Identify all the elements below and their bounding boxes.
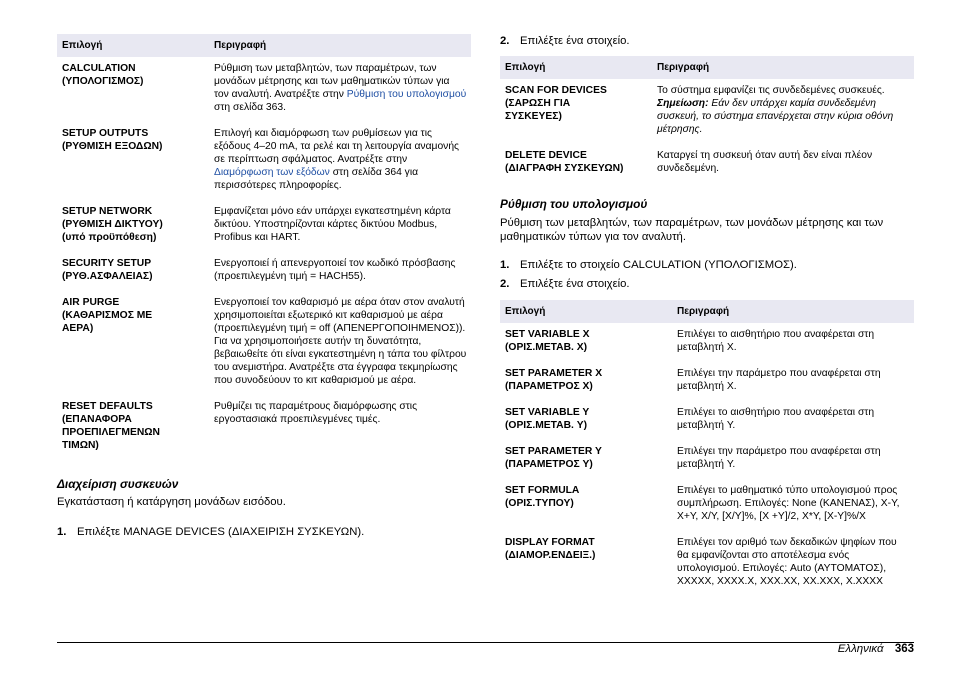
option-name: SET PARAMETER Y (ΠΑΡΑΜΕΤΡΟΣ Y): [505, 446, 602, 470]
step-text: Επιλέξτε MANAGE DEVICES (ΔΙΑΧΕΙΡΙΣΗ ΣΥΣΚΕΥΩΝ).: [77, 526, 365, 538]
table-row: [57, 200, 471, 252]
option-name: SET VARIABLE Y (ΟΡΙΣ.ΜΕΤΑΒ. Y): [505, 407, 590, 431]
table-row: [57, 57, 471, 122]
option-description: Επιλέγει την παράμετρο που αναφέρεται στη μεταβλητή Y.: [677, 446, 881, 470]
section-intro: Εγκατάσταση ή κατάργηση μονάδων εισόδου.: [57, 496, 286, 508]
table-row: [500, 323, 914, 362]
right-column: [500, 34, 914, 596]
calculation-options-table: [500, 300, 914, 596]
table-row: [57, 252, 471, 291]
option-name: SET FORMULA (ΟΡΙΣ.ΤΥΠΟΥ): [505, 485, 580, 509]
option-description: Επιλέγει το μαθηματικό τύπο υπολογισμού προς συμπλήρωση. Επιλογές: None (ΚΑΝΕΝΑΣ), X-Y, X+Y, X/Y, [X/Y]%, [X +Y]/2, X*Y, [X-Y]%/X: [677, 485, 900, 522]
table-row: [500, 531, 914, 596]
table-header-row: [500, 300, 914, 323]
option-name: AIR PURGE (ΚΑΘΑΡΙΣΜΟΣ ΜΕ ΑΕΡΑ): [62, 297, 153, 334]
option-description: Το σύστημα εμφανίζει τις συνδεδεμένες συσκευές. Σημείωση: Εάν δεν υπάρχει καμία συνδεδεμένη συσκευή, το σύστημα επανέρχεται στην κύρια οθόνη μέτρησης.: [657, 85, 894, 135]
option-name: SETUP NETWORK (ΡΥΘΜΙΣΗ ΔΙΚΤΥΟΥ) (υπό προϋπόθεση): [62, 206, 163, 243]
header-option: Επιλογή: [500, 300, 672, 323]
step-item: [500, 258, 914, 272]
option-name: SET PARAMETER X (ΠΑΡΑΜΕΤΡΟΣ X): [505, 368, 603, 392]
table-header-row: [500, 56, 914, 79]
option-name: CALCULATION (ΥΠΟΛΟΓΙΣΜΟΣ): [62, 63, 144, 87]
section-heading-device-management: Διαχείριση συσκευών: [57, 477, 179, 491]
step-text: Επιλέξτε ένα στοιχείο.: [520, 35, 630, 47]
step-text: Επιλέξτε το στοιχείο CALCULATION (ΥΠΟΛΟΓΙΣΜΟΣ).: [520, 259, 797, 271]
option-name: SET VARIABLE X (ΟΡΙΣ.ΜΕΤΑΒ. X): [505, 329, 590, 353]
option-name: RESET DEFAULTS (ΕΠΑΝΑΦΟΡΑ ΠΡΟΕΠΙΛΕΓΜΕΝΩΝ ΤΙΜΩΝ): [62, 401, 160, 451]
option-description: Ρύθμιση των μεταβλητών, των παραμέτρων, των μονάδων μέτρησης και των μαθηματικών τύπων για τον αναλυτή. Ανατρέξτε στην Ρύθμιση του υπολογισμού στη σελίδα 363.: [214, 63, 467, 113]
footer-language: Ελληνικά: [837, 643, 884, 655]
option-description: Καταργεί τη συσκευή όταν αυτή δεν είναι πλέον συνδεδεμένη.: [657, 150, 873, 174]
header-option: Επιλογή: [57, 34, 209, 57]
table-row: [500, 479, 914, 531]
page-number: 363: [894, 643, 914, 655]
step-number: 1.: [57, 526, 67, 538]
option-description: Επιλέγει το αισθητήριο που αναφέρεται στη μεταβλητή Y.: [677, 407, 875, 431]
table-row: [57, 122, 471, 200]
step-number: 1.: [500, 259, 510, 271]
option-name: SETUP OUTPUTS (ΡΥΘΜΙΣΗ ΕΞΟΔΩΝ): [62, 128, 163, 152]
table-row: [500, 401, 914, 440]
left-column: [57, 34, 471, 539]
step-text: Επιλέξτε ένα στοιχείο.: [520, 278, 630, 290]
table-row: [500, 144, 914, 183]
table-row: [57, 395, 471, 460]
table-header-row: [57, 34, 471, 57]
option-description: Επιλέγει την παράμετρο που αναφέρεται στη μεταβλητή X.: [677, 368, 881, 392]
device-options-table: [500, 56, 914, 183]
cross-reference-link[interactable]: Διαμόρφωση των εξόδων: [214, 167, 330, 178]
option-description: Εμφανίζεται μόνο εάν υπάρχει εγκατεστημένη κάρτα δικτύου. Υποστηρίζονται κάρτες δικτύου Modbus, Profibus και HART.: [214, 206, 451, 243]
table-row: [500, 362, 914, 401]
option-name: SECURITY SETUP (ΡΥΘ.ΑΣΦΑΛΕΙΑΣ): [62, 258, 153, 282]
table-row: [500, 440, 914, 479]
option-name: DELETE DEVICE (ΔΙΑΓΡΑΦΗ ΣΥΣΚΕΥΩΝ): [505, 150, 624, 174]
option-description: Ρυθμίζει τις παραμέτρους διαμόρφωσης στις εργοστασιακά προεπιλεγμένες τιμές.: [214, 401, 418, 425]
section-intro: Ρύθμιση των μεταβλητών, των παραμέτρων, των μονάδων μέτρησης και των μαθηματικών τύπων για τον αναλυτή.: [500, 217, 884, 243]
step-item: [500, 34, 914, 48]
header-description: Περιγραφή: [209, 34, 471, 57]
option-name: DISPLAY FORMAT (ΔΙΑΜΟΡ.ΕΝΔΕΙΞ.): [505, 537, 596, 561]
table-row: [57, 291, 471, 395]
cross-reference-link[interactable]: Ρύθμιση του υπολογισμού: [346, 89, 467, 100]
step-number: 2.: [500, 35, 510, 47]
footer-divider: [57, 642, 914, 643]
table-row: [500, 79, 914, 144]
section-heading-calculation: Ρύθμιση του υπολογισμού: [500, 197, 648, 211]
step-item: [57, 525, 471, 539]
header-option: Επιλογή: [500, 56, 652, 79]
options-table: [57, 34, 471, 460]
option-name: SCAN FOR DEVICES (ΣΑΡΩΣΗ ΓΙΑ ΣΥΣΚΕΥΕΣ): [505, 85, 607, 122]
option-description: Επιλέγει τον αριθμό των δεκαδικών ψηφίων που θα εμφανίζονται στο αποτέλεσμα ενός υπολογισμού. Επιλογές: Auto (ΑΥΤΟΜΑΤΟΣ), XXXXX, XXXX.X, XXX.XX, XX.XXX, X.XXXX: [677, 537, 897, 587]
header-description: Περιγραφή: [652, 56, 914, 79]
note-label: Σημείωση:: [657, 98, 709, 109]
option-description: Ενεργοποιεί τον καθαρισμό με αέρα όταν στον αναλυτή χρησιμοποιείται εξωτερικό κιτ καθαρισμού με αέρα (προεπιλεγμένη τιμή = off (ΑΠΕΝΕΡΓΟΠΟΙΗΜΕΝΟΣ)). Για να χρησιμοποιήσετε αυτήν τη δυνατότητα, βεβαιωθείτε ότι είναι εγκατεστημένη η τάπα του φίλτρου του ανεμιστήρα. Ανατρέξτε στα έγγραφα τεκμηρίωσης που συνοδεύουν το κιτ καθαρισμού με αέρα.: [214, 297, 467, 386]
header-description: Περιγραφή: [672, 300, 914, 323]
page-footer: [838, 643, 914, 655]
option-description: Επιλογή και διαμόρφωση των ρυθμίσεων για τις εξόδους 4–20 mA, τα ρελέ και τη λειτουργία αναμονής σε περίπτωση σφάλματος. Ανατρέξτε στην Διαμόρφωση των εξόδων στη σελίδα 364 για περισσότερες πληροφορίες.: [214, 128, 460, 191]
option-description: Επιλέγει το αισθητήριο που αναφέρεται στη μεταβλητή X.: [677, 329, 875, 353]
option-description: Ενεργοποιεί ή απενεργοποιεί τον κωδικό πρόσβασης (προεπιλεγμένη τιμή = HACH55).: [214, 258, 456, 282]
note-text: Εάν δεν υπάρχει καμία συνδεδεμένη συσκευή, το σύστημα επανέρχεται στην κύρια οθόνη μέτρησης.: [657, 98, 894, 135]
step-number: 2.: [500, 278, 510, 290]
step-item: [500, 277, 914, 291]
